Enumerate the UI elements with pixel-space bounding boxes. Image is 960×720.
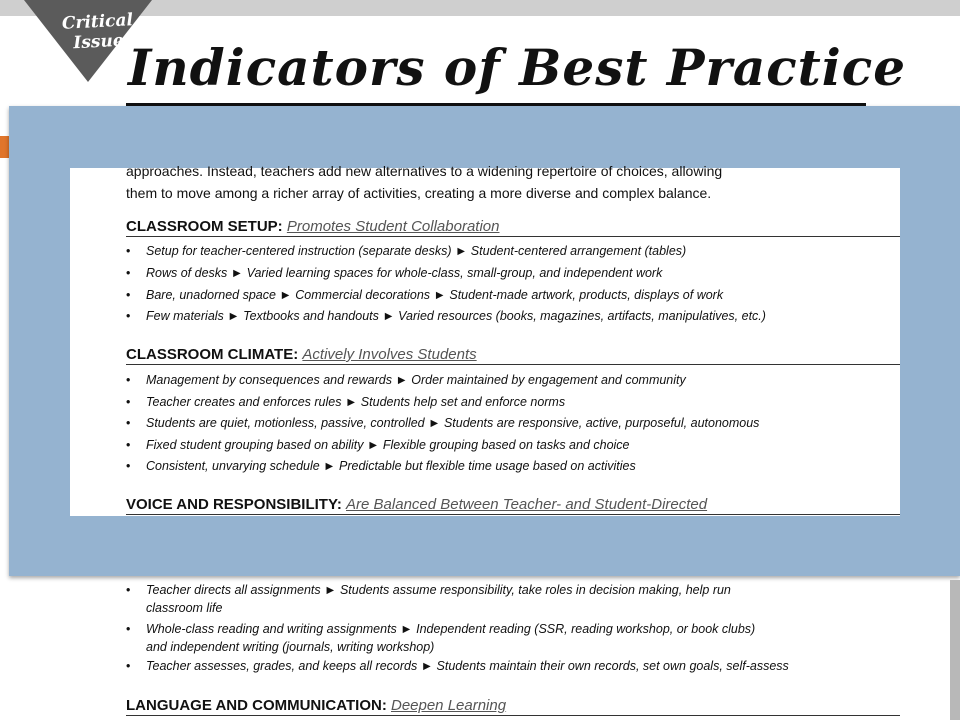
- list-item: • Bare, unadorned space ► Commercial decorations ► Student-made artwork, products, displays of work: [126, 288, 724, 302]
- section-rule: [126, 715, 900, 716]
- section-subtitle: Are Balanced Between Teacher- and Student-Directed: [346, 496, 708, 513]
- section-title: CLASSROOM SETUP:: [126, 218, 283, 235]
- list-item: • Students are quiet, motionless, passive, controlled ► Students are responsive, active, purposeful, autonomous: [126, 416, 760, 430]
- list-item: • Management by consequences and rewards ► Order maintained by engagement and community: [126, 373, 686, 387]
- section-subtitle: Deepen Learning: [390, 697, 507, 714]
- list-item: • Teacher assesses, grades, and keeps all records ► Students maintain their own records, set own goals, self-assess: [126, 659, 789, 673]
- section-rule: [126, 236, 900, 237]
- section-heading-climate: [126, 346, 477, 363]
- badge-line-2: Issue: [72, 30, 125, 54]
- section-title: VOICE AND RESPONSIBILITY:: [126, 496, 342, 513]
- section-heading-voice: [126, 496, 707, 513]
- section-heading-setup: [126, 218, 499, 235]
- list-item: • Teacher creates and enforces rules ► Students help set and enforce norms: [126, 395, 566, 409]
- list-item: • Few materials ► Textbooks and handouts ► Varied resources (books, magazines, artifacts, manipulatives, etc.): [126, 309, 766, 323]
- intro-line-2: them to move among a richer array of activities, creating a more diverse and complex balance.: [126, 185, 712, 201]
- page-edge: [950, 580, 960, 720]
- section-subtitle: Promotes Student Collaboration: [286, 218, 500, 235]
- section-title: LANGUAGE AND COMMUNICATION:: [126, 697, 387, 714]
- intro-line-1: approaches. Instead, teachers add new alternatives to a widening repertoire of choices, allowing: [126, 163, 723, 179]
- section-title: CLASSROOM CLIMATE:: [126, 346, 299, 363]
- list-item: • Whole-class reading and writing assignments ► Independent reading (SSR, reading workshop, or book clubs) and independent writing (journals, writing workshop): [126, 622, 756, 654]
- list-item: • Fixed student grouping based on ability ► Flexible grouping based on tasks and choice: [126, 438, 630, 452]
- list-item: • Consistent, unvarying schedule ► Predictable but flexible time usage based on activities: [126, 459, 636, 473]
- section-subtitle: Actively Involves Students: [302, 346, 477, 363]
- list-item: • Rows of desks ► Varied learning spaces for whole-class, small-group, and independent work: [126, 266, 663, 280]
- section-heading-language: [126, 697, 506, 714]
- page-title: Indicators of Best Practice: [128, 38, 907, 97]
- list-item: • Setup for teacher-centered instruction (separate desks) ► Student-centered arrangement (tables): [126, 244, 687, 258]
- list-item: • Teacher directs all assignments ► Students assume responsibility, take roles in decision making, help run classroom life: [126, 583, 731, 615]
- section-rule: [126, 514, 900, 515]
- badge-line-1: Critical: [61, 10, 134, 34]
- slide-accent-tab: [0, 136, 9, 158]
- section-rule: [126, 364, 900, 365]
